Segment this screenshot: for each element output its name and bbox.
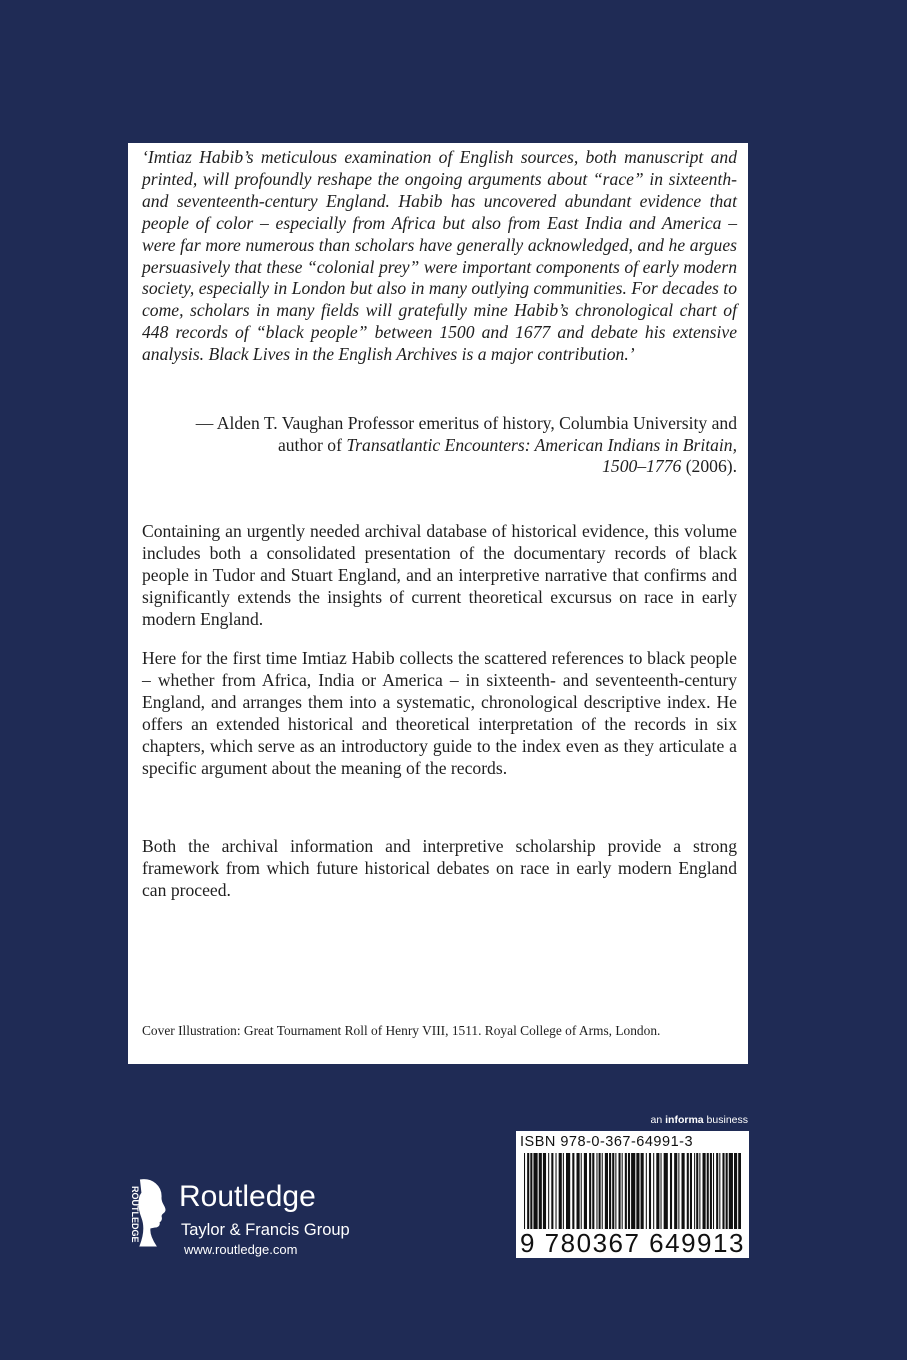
- attribution-line-2: [142, 435, 737, 457]
- barcode-bar: [551, 1153, 553, 1229]
- barcode-bar: [572, 1153, 574, 1229]
- barcode-bar: [649, 1153, 651, 1229]
- barcode-bar: [612, 1153, 614, 1229]
- barcode-bar: [539, 1153, 542, 1229]
- attribution-line-1: — Alden T. Vaughan Professor emeritus of history, Columbia University and: [195, 413, 737, 433]
- barcode-bar: [524, 1153, 525, 1229]
- barcode-bar: [584, 1153, 587, 1229]
- barcode-bar: [722, 1153, 724, 1229]
- barcode-bar: [596, 1153, 597, 1229]
- routledge-head-logo-icon: [122, 1178, 172, 1248]
- barcode-bar: [602, 1153, 603, 1229]
- barcode-bar: [577, 1153, 580, 1229]
- barcode-bar: [707, 1153, 709, 1229]
- barcode-bar: [559, 1153, 562, 1229]
- attribution-book-years: 1500–1776: [602, 456, 682, 477]
- barcode-bar: [710, 1153, 712, 1229]
- barcode-bar: [716, 1153, 718, 1229]
- barcode-bar: [530, 1153, 532, 1229]
- barcode-digits: 9 780367 649913: [520, 1228, 745, 1258]
- barcode-bar: [548, 1153, 549, 1229]
- barcode-bar: [556, 1153, 557, 1229]
- publisher-group: Taylor & Francis Group: [181, 1221, 350, 1239]
- attribution-prefix: author of: [277, 434, 347, 455]
- endorsement-attribution: [142, 413, 737, 478]
- barcode-bar: [674, 1153, 677, 1229]
- barcode-bar: [738, 1153, 741, 1229]
- barcode-bar: [641, 1153, 644, 1229]
- barcode-bar: [699, 1153, 700, 1229]
- barcode-bar: [609, 1153, 611, 1229]
- informa-business-tagline: [630, 1114, 748, 1126]
- barcode-bar: [527, 1153, 529, 1229]
- barcode-bar: [581, 1153, 582, 1229]
- barcode-bar: [622, 1153, 623, 1229]
- barcode-bar: [619, 1153, 621, 1229]
- publisher-name: Routledge: [179, 1180, 316, 1213]
- barcode-bar: [605, 1153, 608, 1229]
- barcode-bar: [543, 1153, 546, 1229]
- barcode-bar: [703, 1153, 706, 1229]
- attribution-book-title: Transatlantic Encounters: American Indians in Britain,: [346, 434, 737, 455]
- barcode-bar: [563, 1153, 564, 1229]
- barcode-bar: [656, 1153, 659, 1229]
- barcode-bar: [631, 1153, 635, 1229]
- isbn-label: ISBN 978-0-367-64991-3: [520, 1134, 694, 1150]
- informa-suffix: business: [703, 1114, 748, 1126]
- routledge-logo-vertical-text: ROUTLEDGE: [130, 1186, 140, 1243]
- attribution-year: (2006).: [681, 456, 737, 477]
- informa-prefix: an: [650, 1114, 666, 1126]
- barcode-bar: [615, 1153, 616, 1229]
- barcode-bar: [653, 1153, 654, 1229]
- barcode-bar: [726, 1153, 728, 1229]
- description-paragraph-1: Containing an urgently needed archival database of historical evidence, this volume includes both a consolidated presentation of the documentary records of black people in Tudor and Stuart England, and an interpretive narrative that confirms and significantly extends the insights of current theoretical excursus on race in early modern England.: [142, 521, 737, 629]
- barcode-bar: [661, 1153, 662, 1229]
- barcode-bar: [628, 1153, 630, 1229]
- back-cover-text-panel: [128, 143, 748, 1064]
- barcode-bars: [522, 1153, 743, 1229]
- barcode-bar: [713, 1153, 714, 1229]
- cover-illustration-credit: Cover Illustration: Great Tournament Roll of Henry VIII, 1511. Royal College of Arms, London.: [142, 1023, 661, 1038]
- barcode-bar: [678, 1153, 679, 1229]
- endorsement-quote: ‘Imtiaz Habib’s meticulous examination of English sources, both manuscript and printed, will profoundly reshape the ongoing arguments about “race” in sixteenth- and seventeenth-century England. Habib has uncovered abundant evidence that people of color – especially from Africa but also from East India and America – were far more numerous than scholars have generally acknowledged, and he argues persuasively that these “colonial prey” were important components of early modern society, especially in London but also in many outlying communities. For decades to come, scholars in many fields will gratefully mine Habib’s chronological chart of 448 records of “black people” between 1500 and 1677 and debate his extensive analysis. Black Lives in the English Archives is a major contribution.’: [142, 147, 737, 365]
- barcode-bar: [625, 1153, 627, 1229]
- isbn-barcode: [516, 1131, 749, 1258]
- barcode-bar: [664, 1153, 668, 1229]
- publisher-url: www.routledge.com: [184, 1242, 298, 1257]
- barcode-bar: [719, 1153, 720, 1229]
- barcode-bar: [670, 1153, 672, 1229]
- barcode-bar: [694, 1153, 695, 1229]
- barcode-bar: [566, 1153, 570, 1229]
- barcode-bar: [687, 1153, 689, 1229]
- barcode-bar: [636, 1153, 639, 1229]
- barcode-bar: [696, 1153, 698, 1229]
- barcode-bar: [646, 1153, 647, 1229]
- barcode-bar: [682, 1153, 685, 1229]
- barcode-bar: [734, 1153, 737, 1229]
- barcode-bar: [589, 1153, 591, 1229]
- attribution-line-3: [142, 456, 737, 478]
- barcode-bar: [533, 1153, 537, 1229]
- description-paragraph-2: Here for the first time Imtiaz Habib collects the scattered references to black people – whether from Africa, India or America – in sixteenth- and seventeenth-century England, and arranges them into a systematic, chronological descriptive index. He offers an extended historical and theoretical interpretation of the records in six chapters, which serve as an introductory guide to the index even as they articulate a specific argument about the meaning of the records.: [142, 648, 737, 778]
- barcode-bar: [599, 1153, 601, 1229]
- description-paragraph-3: Both the archival information and interpretive scholarship provide a strong framework from which future historical debates on race in early modern England can proceed.: [142, 836, 737, 900]
- barcode-bar: [690, 1153, 692, 1229]
- publisher-block: [122, 1178, 382, 1260]
- informa-brand: informa: [665, 1114, 704, 1126]
- barcode-bar: [729, 1153, 733, 1229]
- barcode-bar: [592, 1153, 594, 1229]
